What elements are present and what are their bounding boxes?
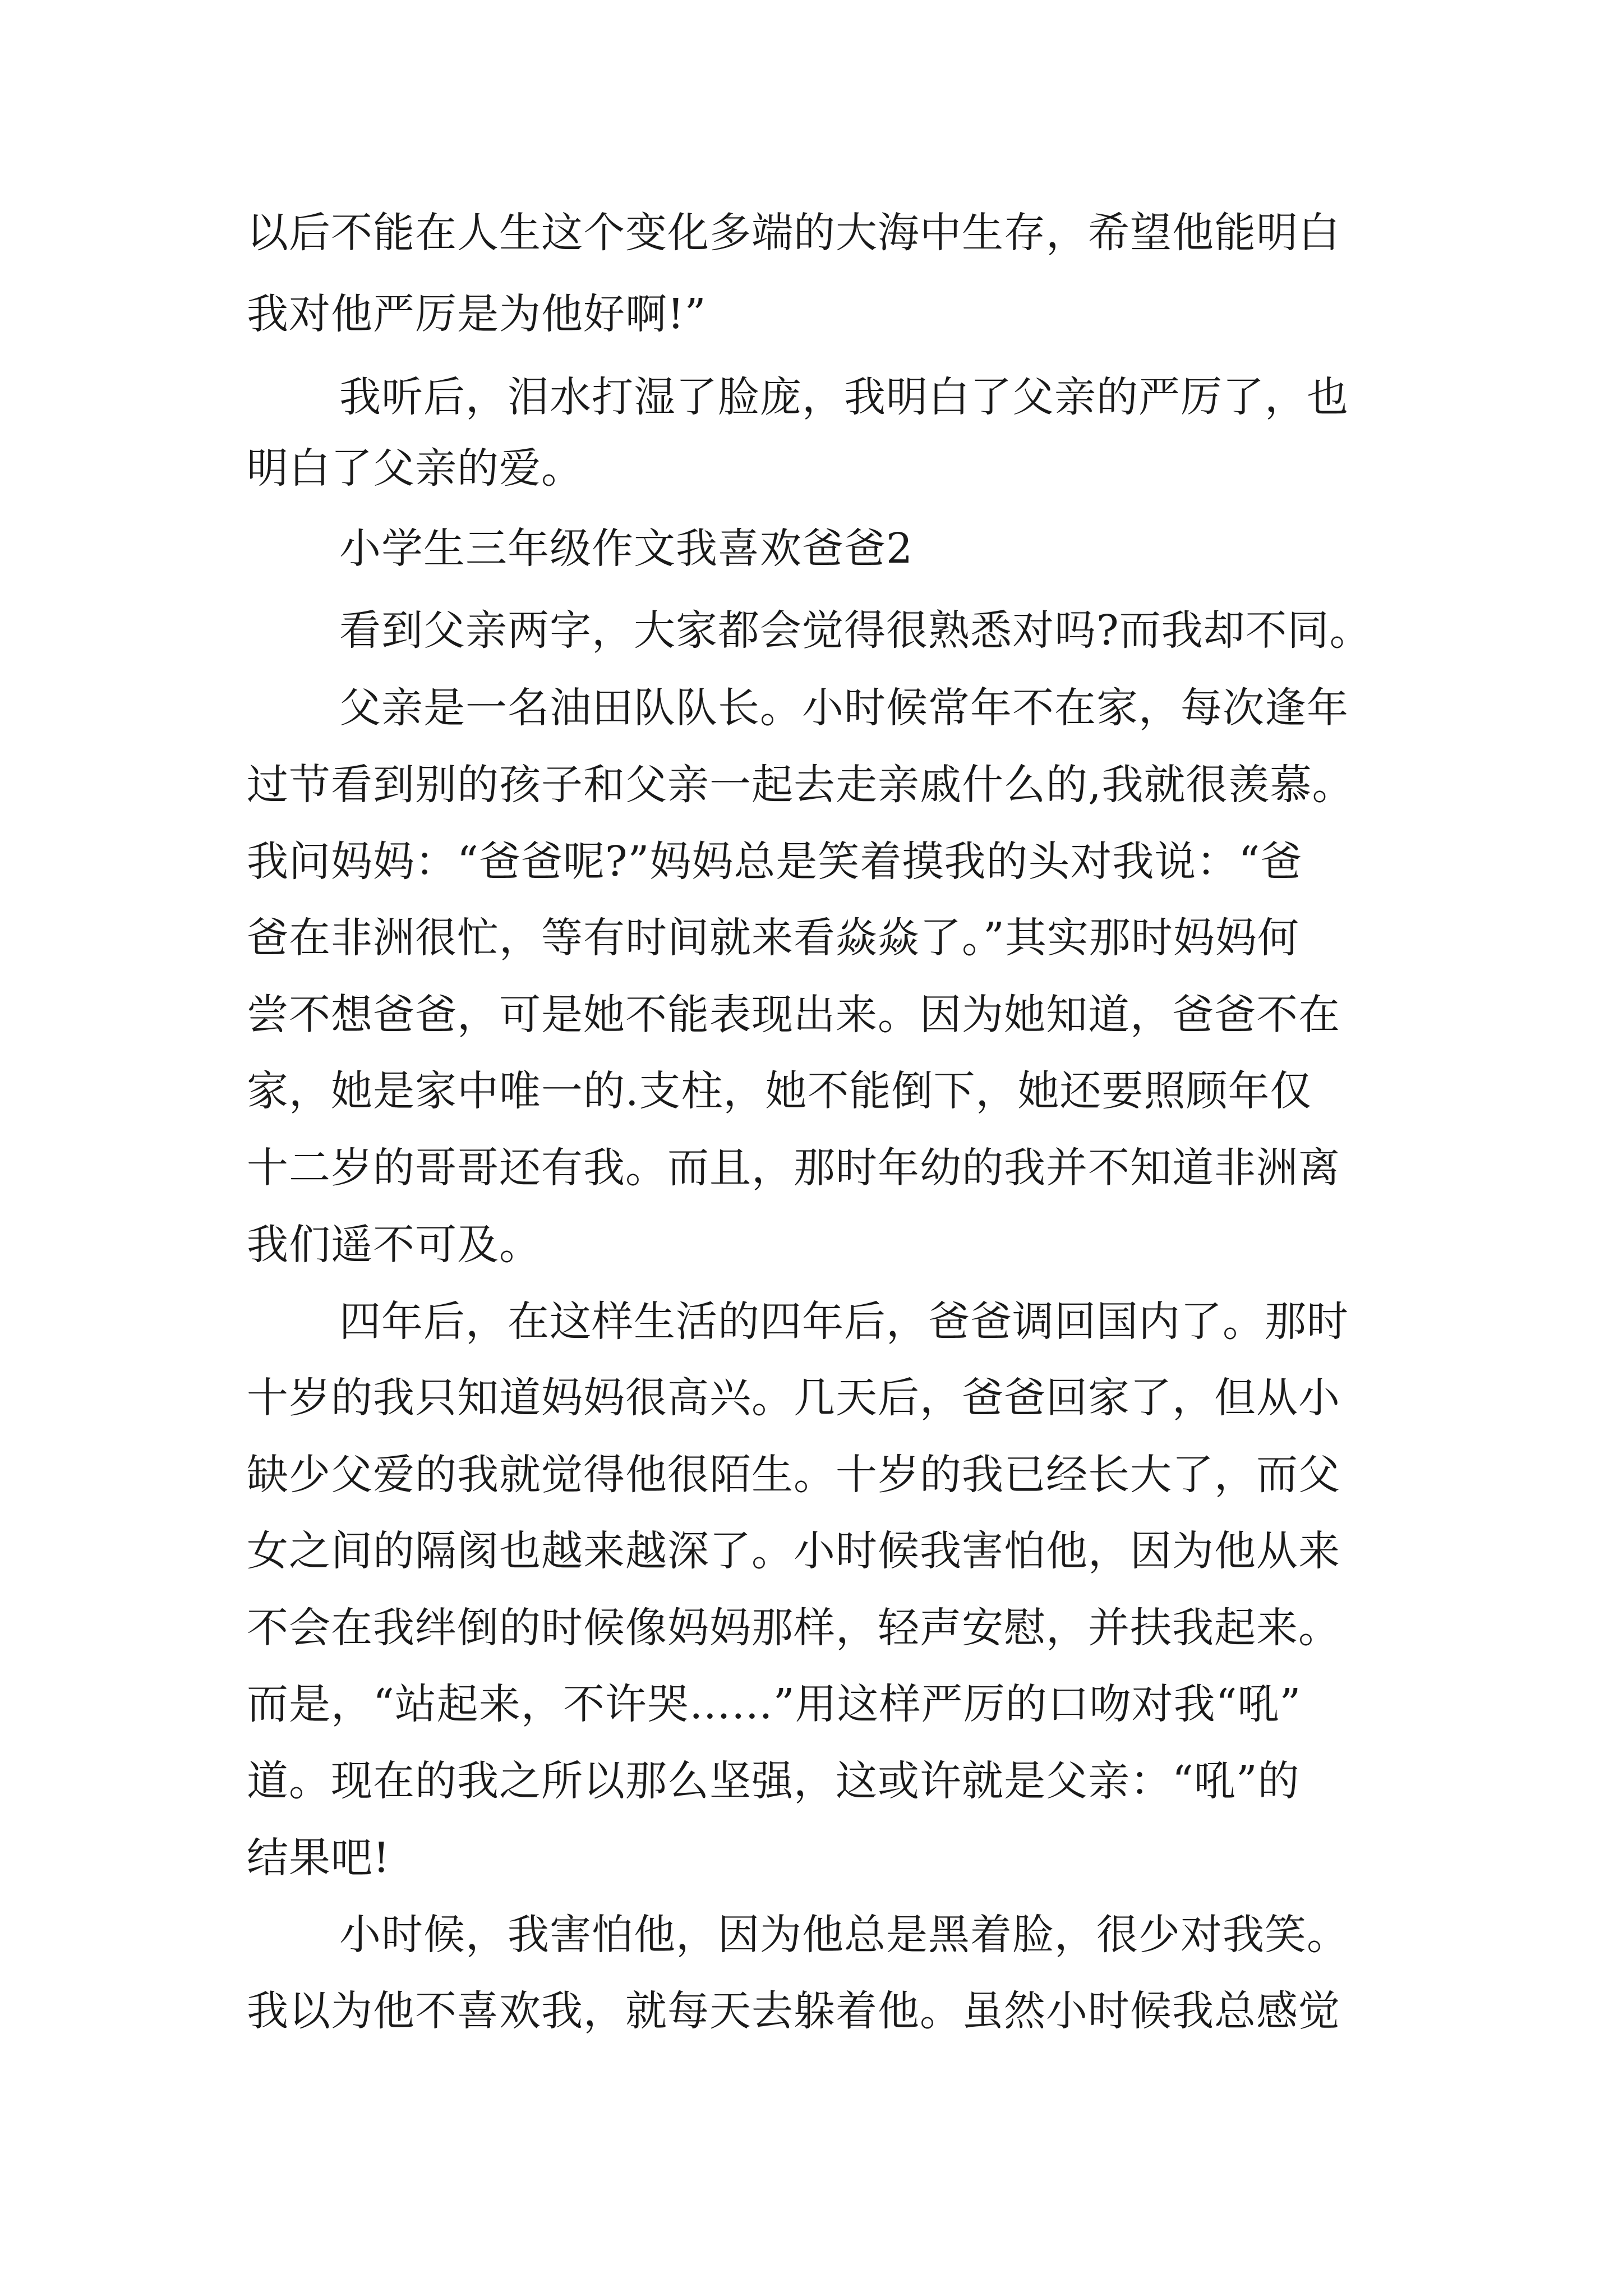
text-line: 缺少父爱的我就觉得他很陌生。十岁的我已经长大了，而父	[247, 1451, 1340, 1499]
text-line: 十岁的我只知道妈妈很高兴。几天后，爸爸回家了，但从小	[247, 1374, 1340, 1422]
text-line: 不会在我绊倒的时候像妈妈那样，轻声安慰，并扶我起来。	[247, 1604, 1340, 1652]
text-line: 我对他严厉是为他好啊!”	[247, 290, 707, 338]
text-line: 家，她是家中唯一的.支柱，她不能倒下，她还要照顾年仅	[247, 1067, 1312, 1115]
section-heading: 小学生三年级作文我喜欢爸爸2	[339, 524, 914, 573]
text-line: 明白了父亲的爱。	[247, 444, 583, 493]
text-line: 我问妈妈：“爸爸呢?”妈妈总是笑着摸我的头对我说：“爸	[247, 838, 1303, 886]
paragraph-start: 父亲是一名油田队队长。小时候常年不在家，每次逢年	[339, 684, 1349, 732]
paragraph-start: 四年后，在这样生活的四年后，爸爸调回国内了。那时	[339, 1297, 1349, 1346]
text-line: 爸在非洲很忙，等有时间就来看焱焱了。”其实那时妈妈何	[247, 914, 1299, 962]
text-line: 以后不能在人生这个变化多端的大海中生存，希望他能明白	[247, 209, 1340, 257]
text-line: 结果吧!	[247, 1834, 390, 1882]
text-line: 十二岁的哥哥还有我。而且，那时年幼的我并不知道非洲离	[247, 1144, 1340, 1192]
text-line: 我以为他不喜欢我，就每天去躲着他。虽然小时候我总感觉	[247, 1987, 1340, 2035]
text-line: 女之间的隔阂也越来越深了。小时候我害怕他，因为他从来	[247, 1527, 1340, 1575]
text-line: 过节看到别的孩子和父亲一起去走亲戚什么的,我就很羡慕。	[247, 761, 1354, 809]
paragraph-start: 我听后，泪水打湿了脸庞，我明白了父亲的严厉了，也	[339, 373, 1349, 421]
text-line: 尝不想爸爸，可是她不能表现出来。因为她知道，爸爸不在	[247, 991, 1340, 1039]
text-line: 我们遥不可及。	[247, 1221, 541, 1269]
text-line: 而是，“站起来，不许哭……”用这样严厉的口吻对我“吼”	[247, 1680, 1302, 1728]
paragraph-start: 小时候，我害怕他，因为他总是黑着脸，很少对我笑。	[339, 1911, 1349, 1959]
text-line: 道。现在的我之所以那么坚强，这或许就是父亲：“吼”的	[247, 1757, 1300, 1805]
paragraph-start: 看到父亲两字，大家都会觉得很熟悉对吗?而我却不同。	[339, 606, 1372, 655]
